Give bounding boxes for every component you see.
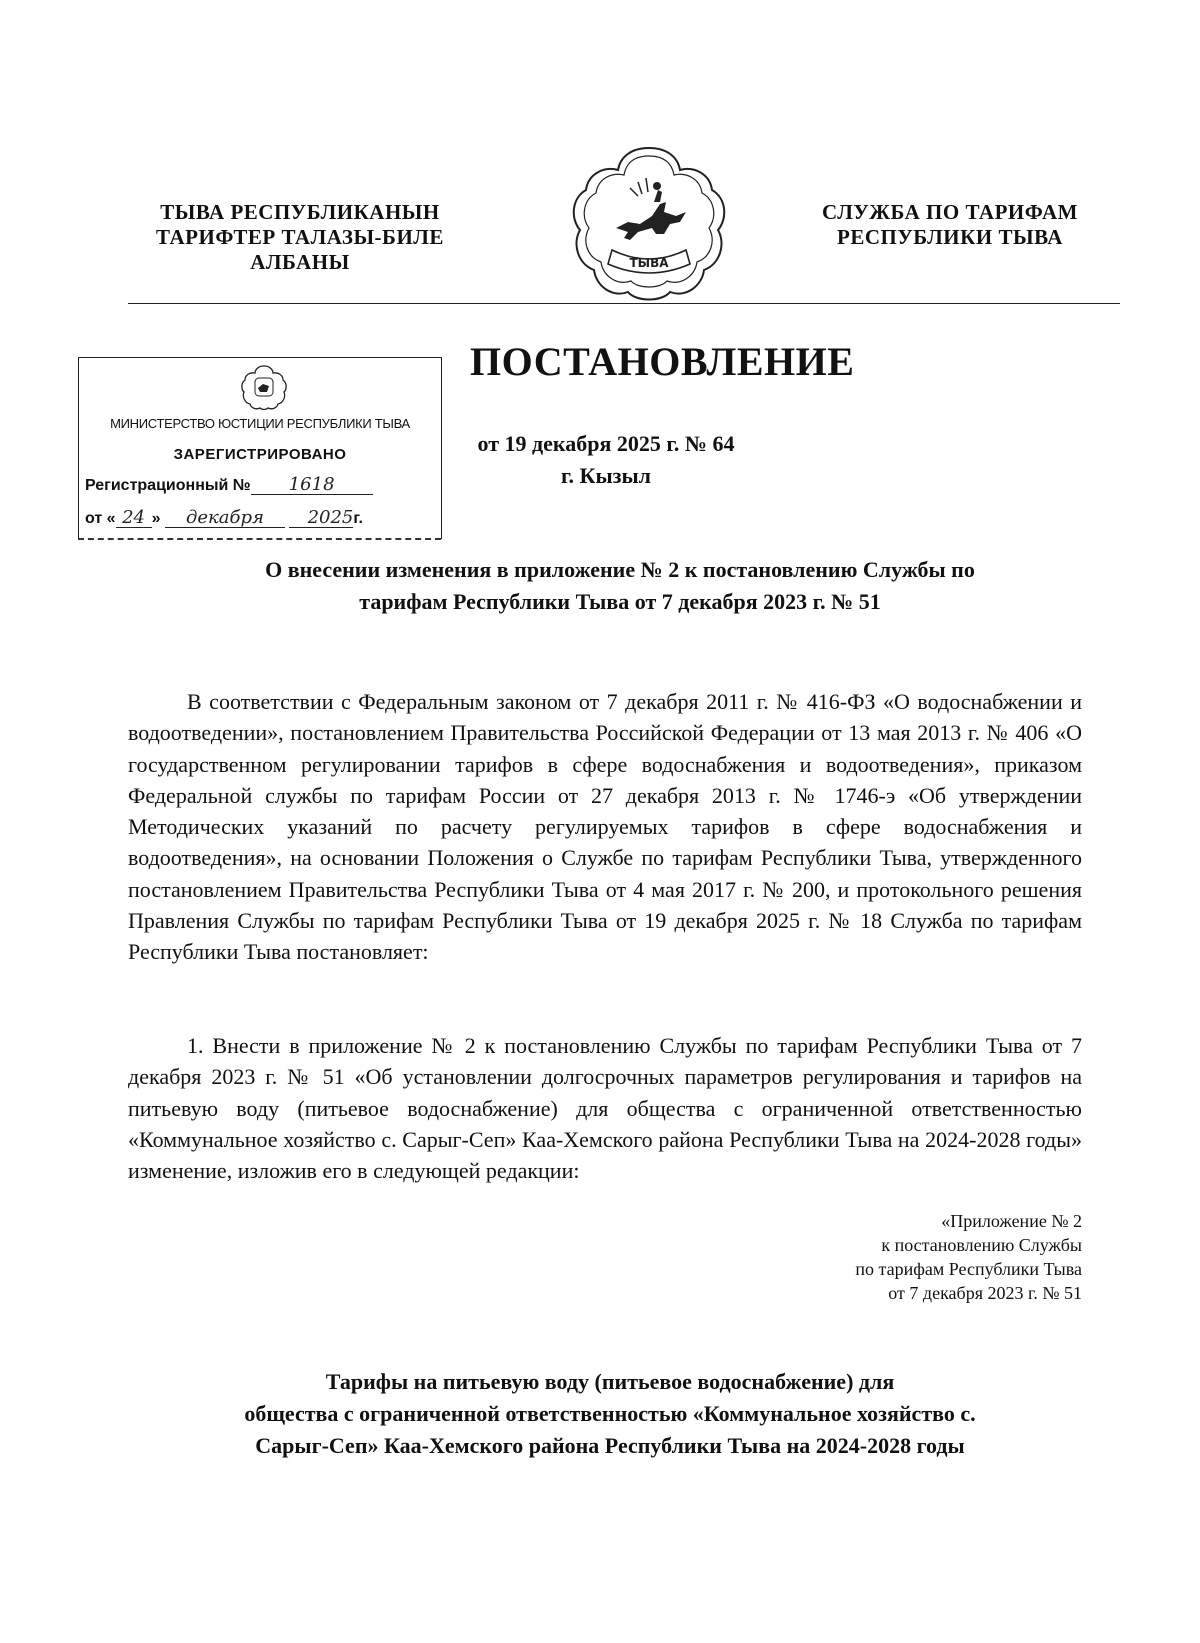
stamp-date-prefix: от « xyxy=(85,510,116,527)
stamp-registered-label: ЗАРЕГИСТРИРОВАНО xyxy=(173,446,347,463)
tariffs-title-line: общества с ограниченной ответственностью «Коммунальное хозяйство с. xyxy=(244,1401,976,1426)
header-right-line: СЛУЖБА ПО ТАРИФАМ xyxy=(822,200,1078,224)
header-divider xyxy=(128,303,1120,304)
tariffs-title-line: Тарифы на питьевую воду (питьевое водоснабжение) для xyxy=(325,1369,895,1394)
header-left-organization xyxy=(120,200,480,275)
appendix-line: к постановлению Службы xyxy=(881,1235,1082,1255)
stamp-date-month: декабря xyxy=(165,508,285,528)
appendix-line: «Приложение № 2 xyxy=(941,1211,1082,1231)
header-right-organization xyxy=(800,200,1100,250)
appendix-line: по тарифам Республики Тыва xyxy=(855,1259,1082,1279)
stamp-emblem-icon xyxy=(241,364,287,410)
stamp-date-year: 2025 xyxy=(289,508,353,528)
tuva-emblem-icon xyxy=(568,142,730,304)
stamp-date-row xyxy=(85,508,363,528)
appendix-line: от 7 декабря 2023 г. № 51 xyxy=(888,1283,1082,1303)
tariffs-title-line: Сарыг-Сеп» Каа-Хемского района Республики Тыва на 2024-2028 годы xyxy=(255,1433,965,1458)
emblem-text: ТЫВА xyxy=(629,256,669,270)
header-right-line: РЕСПУБЛИКИ ТЫВА xyxy=(837,225,1063,249)
document-title: ПОСТАНОВЛЕНИЕ xyxy=(470,339,855,384)
header-left-line: АЛБАНЫ xyxy=(250,250,350,274)
body-paragraph-item-1: 1. Внести в приложение № 2 к постановлению Службы по тарифам Республики Тыва от 7 декабря 2023 г. № 51 «Об установлении долгосрочных параметров регулирования и тарифов на питьевую воду (питьевое водоснабжение) для общества с ограниченной ответственностью «Коммунальное хозяйство с. Сарыг-Сеп» Каа-Хемского района Республики Тыва на 2024-2028 годы» изменение, изложив его в следующей редакции: xyxy=(128,1033,1082,1184)
tariffs-title xyxy=(120,1366,1100,1462)
stamp-date-day: 24 xyxy=(116,508,152,528)
stamp-date-year-suffix: г. xyxy=(353,510,363,527)
header-left-line: ТЫВА РЕСПУБЛИКАНЫН xyxy=(160,200,440,224)
document-subject xyxy=(140,554,1100,618)
header-left-line: ТАРИФТЕР ТАЛАЗЫ-БИЛЕ xyxy=(156,225,444,249)
stamp-ministry-label: МИНИСТЕРСТВО ЮСТИЦИИ РЕСПУБЛИКИ ТЫВА xyxy=(110,416,410,431)
body-paragraph-preamble: В соответствии с Федеральным законом от 7 декабря 2011 г. № 416-ФЗ «О водоснабжении и водоотведении», постановлением Правительства Российской Федерации от 13 мая 2013 г. № 406 «О государственном регулировании тарифов в сфере водоснабжения и водоотведения», приказом Федеральной службы по тарифам России от 27 декабря 2013 г. № 1746-э «Об утверждении Методических указаний по расчету регулируемых тарифов в сфере водоснабжения и водоотведения», на основании Положения о Службе по тарифам Республики Тыва, утвержденного постановлением Правительства Республики Тыва от 4 мая 2017 г. № 200, и протокольного решения Правления Службы по тарифам Республики Тыва от 19 декабря 2025 г. № 18 Служба по тарифам Республики Тыва постановляет: xyxy=(128,689,1082,965)
stamp-date-day-close: » xyxy=(151,510,161,527)
appendix-reference xyxy=(700,1209,1082,1305)
document-date-block xyxy=(452,428,760,492)
document-date: от 19 декабря 2025 г. № 64 xyxy=(477,431,735,456)
stamp-registration-number: 1618 xyxy=(251,475,373,495)
document-city: г. Кызыл xyxy=(561,463,651,488)
stamp-registration-number-row xyxy=(85,475,373,495)
stamp-bottom-border xyxy=(78,538,441,540)
subject-line: тарифам Республики Тыва от 7 декабря 2023 г. № 51 xyxy=(359,589,881,614)
subject-line: О внесении изменения в приложение № 2 к постановлению Службы по xyxy=(265,557,975,582)
stamp-registration-label: Регистрационный № xyxy=(85,477,251,494)
registration-stamp xyxy=(78,357,442,539)
